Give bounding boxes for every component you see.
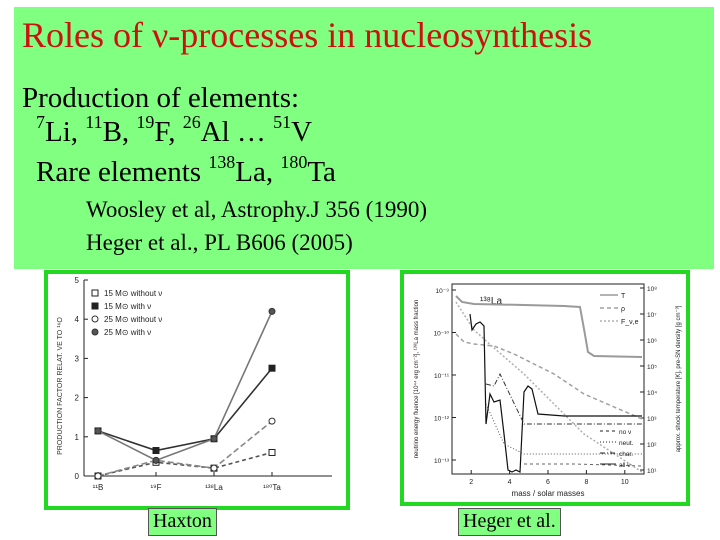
mass-number: 51 xyxy=(273,112,292,133)
x-tick-label: ¹⁸⁰Ta xyxy=(263,483,281,492)
legend-label: all ν xyxy=(619,462,631,469)
data-point xyxy=(95,473,101,479)
right-y-tick-label: 10³ xyxy=(647,416,657,423)
series-line xyxy=(98,368,272,450)
left-y-tick-label: 10⁻¹¹ xyxy=(434,373,449,380)
data-point xyxy=(269,308,275,314)
data-point xyxy=(95,428,101,434)
reference-woosley: Woosley et al, Astrophy.J 356 (1990) xyxy=(86,197,427,222)
legend-marker xyxy=(92,316,98,322)
x-tick-label: 4 xyxy=(507,479,512,486)
mass-number: 11 xyxy=(85,112,103,133)
data-point xyxy=(211,436,217,442)
series-line xyxy=(98,452,272,476)
element-symbol: V xyxy=(291,116,313,148)
mass-number: 19 xyxy=(136,112,155,133)
isotope-label: ¹³⁸La xyxy=(480,296,503,307)
right-y-tick-label: 10² xyxy=(647,442,657,449)
x-tick-label: ¹¹B xyxy=(92,483,104,492)
x-tick-label: ¹⁹F xyxy=(150,483,162,492)
right-y-axis-label: approx. shock temperature [K], pre-SN density [g cm⁻³] xyxy=(676,305,682,453)
legend-label: char. xyxy=(619,451,634,458)
mass-number: 26 xyxy=(182,112,201,133)
right-y-tick-label: 10⁸ xyxy=(647,286,657,293)
elements-line xyxy=(36,112,313,149)
y-tick-label: 4 xyxy=(74,315,79,325)
element-symbol: Al … xyxy=(200,116,274,148)
y-tick-label: 5 xyxy=(74,276,79,285)
y-tick-label: 0 xyxy=(74,472,79,481)
curves xyxy=(456,296,642,472)
data-point xyxy=(153,448,159,454)
y-tick-label: 3 xyxy=(74,354,79,364)
rare-prefix: Rare elements xyxy=(36,156,209,188)
legend-label: 25 M⊙ with ν xyxy=(104,328,152,337)
left-y-tick-label: 10⁻¹⁰ xyxy=(433,330,449,338)
legend-marker xyxy=(92,303,98,309)
left-y-axis-label: neutrino energy fluence [10⁴⁴ erg cm⁻²], ¹³⁸La mass fraction xyxy=(414,299,420,459)
x-tick-label: 8 xyxy=(584,479,589,486)
right-y-tick-label: 10¹ xyxy=(647,468,657,475)
legend-label: 25 M⊙ without ν xyxy=(104,315,163,324)
x-tick-label: ¹³⁸La xyxy=(205,483,223,492)
legend-label: neut. xyxy=(619,440,634,447)
legend-label: 15 M⊙ with ν xyxy=(104,302,152,311)
x-tick-label: 10 xyxy=(620,479,629,486)
heger-figure xyxy=(400,270,690,506)
mass-number: 138 xyxy=(208,152,236,173)
data-point xyxy=(153,457,159,463)
element-symbol: Li, xyxy=(44,116,86,148)
element-symbol: B, xyxy=(102,116,137,148)
legend-label: T xyxy=(621,293,626,300)
legend-label: ρ xyxy=(621,306,625,313)
heger-fluence-chart xyxy=(404,274,686,502)
x-axis-label: mass / solar masses xyxy=(511,489,585,498)
element-symbol: Ta xyxy=(307,156,336,188)
right-y-tick-label: 10⁴ xyxy=(647,390,658,397)
rare-elements-line xyxy=(36,152,336,189)
legend-label: 15 M⊙ without ν xyxy=(104,289,163,298)
data-point xyxy=(269,449,275,455)
element-symbol: La, xyxy=(235,156,281,188)
reference-heger: Heger et al., PL B606 (2005) xyxy=(86,230,353,255)
data-point xyxy=(269,418,275,424)
left-y-tick-label: 10⁻¹² xyxy=(434,415,449,423)
heading-production: Production of elements: xyxy=(22,82,300,114)
plot-frame xyxy=(452,284,644,474)
mass-number: 180 xyxy=(280,152,308,173)
y-tick-label: 2 xyxy=(74,393,79,403)
legend-marker xyxy=(92,290,98,296)
all-nu-curve xyxy=(470,314,642,472)
y-axis-label: PRODUCTION FACTOR RELAT. VE TO ¹⁶O xyxy=(57,317,64,455)
x-tick-label: 2 xyxy=(469,479,474,486)
data-point xyxy=(211,465,217,471)
left-y-tick-label: 10⁻⁹ xyxy=(435,288,449,295)
y-tick-label: 1 xyxy=(74,432,79,442)
legend-label: no ν xyxy=(619,429,632,436)
slide-title: Roles of ν-processes in nucleosynthesis xyxy=(22,15,593,55)
data-point xyxy=(269,365,275,371)
left-y-tick-label: 10⁻¹³ xyxy=(434,458,449,465)
right-y-tick-label: 10⁷ xyxy=(647,312,657,319)
element-symbol: F, xyxy=(154,116,183,148)
legend-label: F_ν,e xyxy=(621,319,639,326)
production-factor-chart xyxy=(48,274,346,506)
legend-marker xyxy=(92,329,98,335)
x-tick-label: 6 xyxy=(546,479,550,486)
right-y-tick-label: 10⁶ xyxy=(647,338,657,345)
series-line xyxy=(98,421,272,476)
caption-haxton: Haxton xyxy=(148,508,217,536)
haxton-figure xyxy=(44,270,350,510)
right-y-tick-label: 10⁵ xyxy=(647,364,657,371)
mass-number: 7 xyxy=(36,112,45,133)
caption-heger: Heger et al. xyxy=(458,508,561,536)
